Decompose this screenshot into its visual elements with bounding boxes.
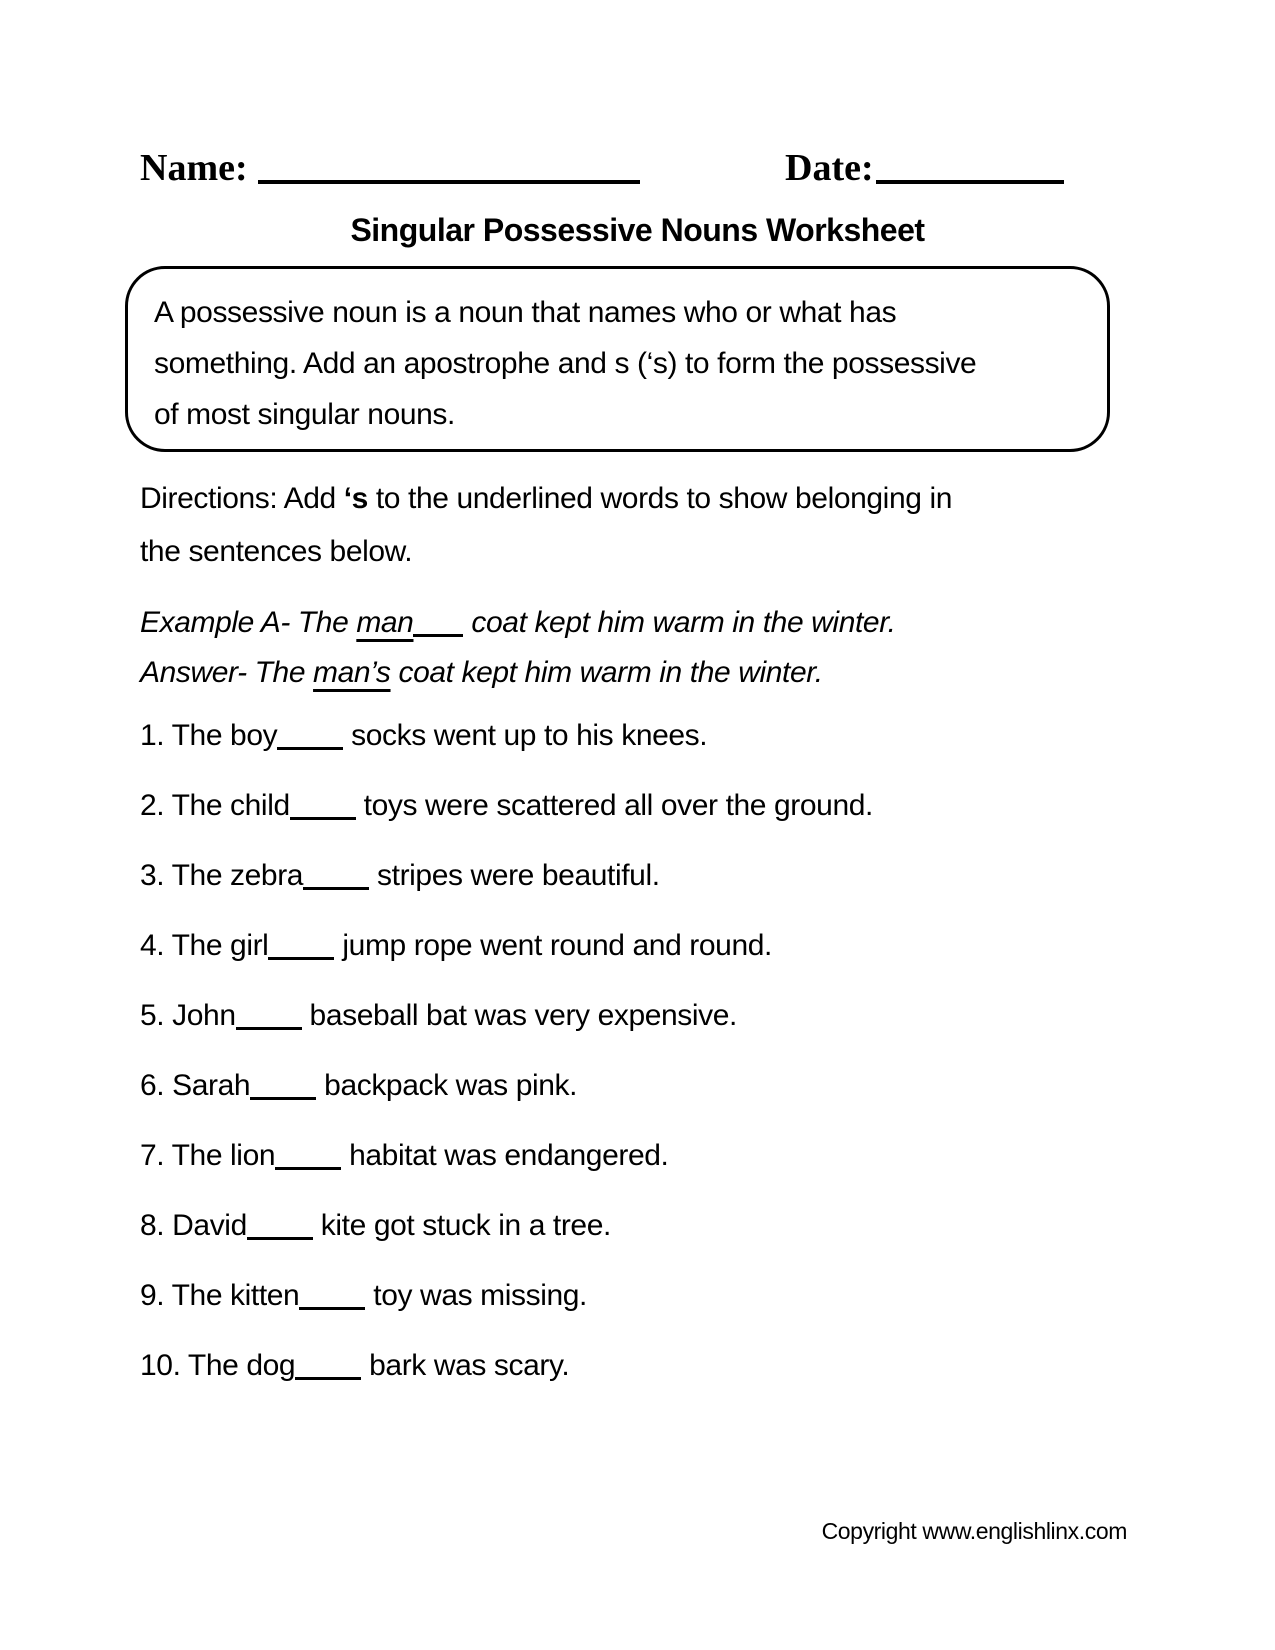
example-line xyxy=(140,598,1120,648)
page-title: Singular Possessive Nouns Worksheet xyxy=(350,212,925,248)
name-write-line xyxy=(258,180,640,184)
directions-bold-s: ‘s xyxy=(343,482,368,515)
sentence-item-10: 10. The dog bark was scary. xyxy=(140,1349,570,1382)
copyright-notice: Copyright www.englishlinx.com xyxy=(821,1518,1127,1544)
answer-suffix: coat kept him warm in the winter. xyxy=(390,656,823,689)
answer-prefix: Answer- The xyxy=(140,656,314,689)
directions-line-1 xyxy=(140,472,1120,525)
sentence-item-7: 7. The lion habitat was endangered. xyxy=(140,1139,669,1172)
fill-in-blank xyxy=(295,1377,361,1380)
example-prefix: Example A- The xyxy=(140,606,357,639)
date-write-line xyxy=(876,180,1064,184)
answer-line xyxy=(140,648,1120,698)
fill-in-blank xyxy=(277,747,343,750)
example-blank-line xyxy=(413,634,463,637)
fill-in-blank xyxy=(247,1237,313,1240)
example-underlined-word: man xyxy=(356,606,414,639)
sentence-item-4: 4. The girl jump rope went round and round. xyxy=(140,929,772,962)
sentence-item-3: 3. The zebra stripes were beautiful. xyxy=(140,859,660,892)
sentence-item-8: 8. David kite got stuck in a tree. xyxy=(140,1209,611,1242)
sentence-item-2: 2. The child toys were scattered all over the ground. xyxy=(140,789,873,822)
fill-in-blank xyxy=(303,887,369,890)
sentence-item-9: 9. The kitten toy was missing. xyxy=(140,1279,587,1312)
directions-suffix: to the underlined words to show belonging in xyxy=(367,482,953,515)
fill-in-blank xyxy=(290,817,356,820)
fill-in-blank xyxy=(236,1027,302,1030)
name-label: Name: xyxy=(140,147,248,189)
sentence-list xyxy=(140,714,1150,1414)
sentence-item-6: 6. Sarah backpack was pink. xyxy=(140,1069,578,1102)
fill-in-blank xyxy=(299,1307,365,1310)
directions xyxy=(140,472,1120,578)
definition-line-1: A possessive noun is a noun that names who or what has xyxy=(154,296,897,329)
example-suffix: coat kept him warm in the winter. xyxy=(463,606,896,639)
date-field-group xyxy=(785,146,1064,190)
date-label: Date: xyxy=(785,147,874,189)
sentence-item-5: 5. John baseball bat was very expensive. xyxy=(140,999,737,1032)
definition-line-2: something. Add an apostrophe and s (‘s) to form the possessive xyxy=(154,347,977,380)
answer-underlined-word: man’s xyxy=(313,656,391,689)
example-block xyxy=(140,598,1120,698)
name-field-group xyxy=(140,146,640,190)
directions-line-2: the sentences below. xyxy=(140,535,413,568)
fill-in-blank xyxy=(275,1167,341,1170)
definition-box xyxy=(125,266,1110,452)
sentence-item-1: 1. The boy socks went up to his knees. xyxy=(140,719,708,752)
fill-in-blank xyxy=(250,1097,316,1100)
fill-in-blank xyxy=(268,957,334,960)
definition-line-3: of most singular nouns. xyxy=(154,398,455,431)
directions-prefix: Directions: Add xyxy=(140,482,344,515)
